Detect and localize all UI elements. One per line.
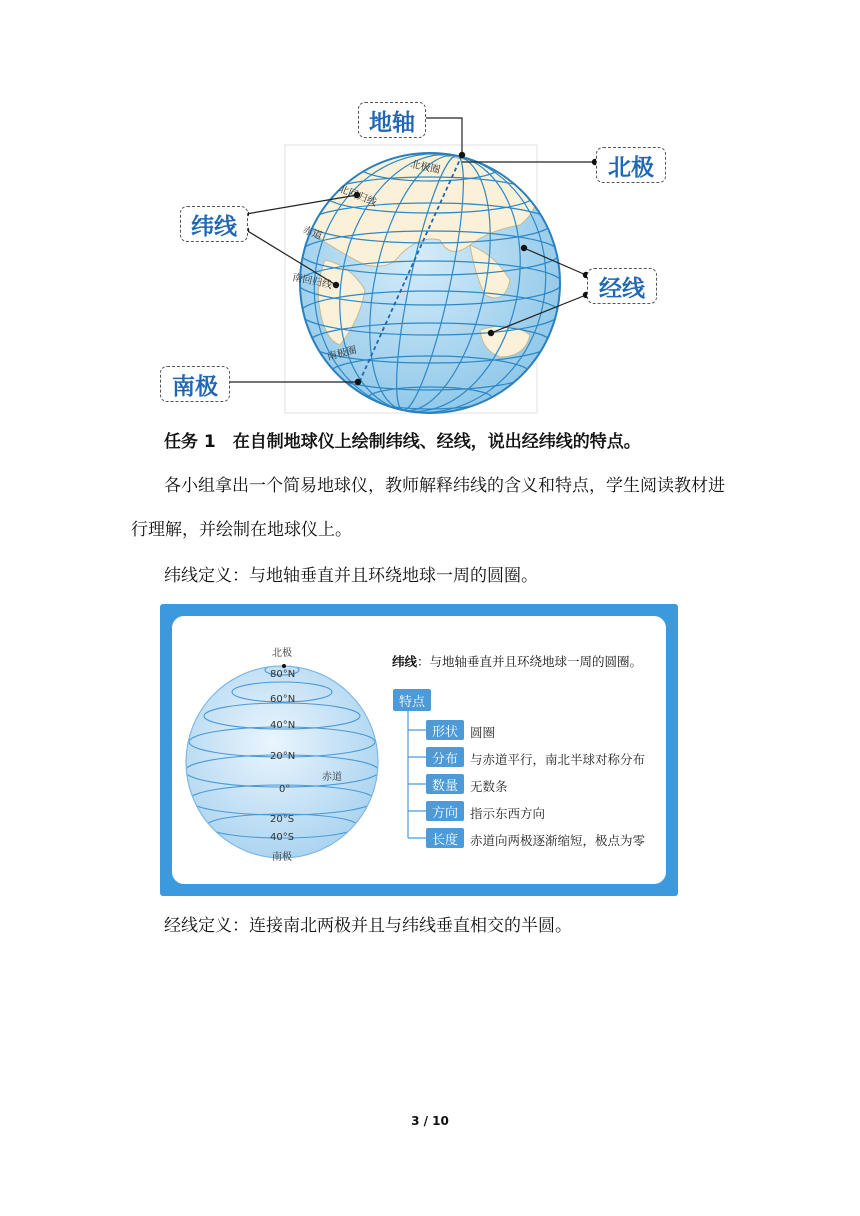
paragraph-line-2: 行理解，并绘制在地球仪上。 bbox=[131, 520, 352, 540]
globe-illustration bbox=[150, 95, 680, 415]
axis-label-tag: 地轴 bbox=[358, 102, 426, 138]
feature-value-distribution: 与赤道平行，南北半球对称分布 bbox=[470, 752, 646, 767]
task-heading: 任务 1 在自制地球仪上绘制纬线、经线，说出经纬线的特点。 bbox=[164, 432, 641, 452]
antarctic-circle-label: 南极圈 bbox=[326, 344, 358, 363]
lat-40n-label: 40°N bbox=[270, 720, 296, 731]
north-pole-label-tag: 北极 bbox=[596, 147, 666, 183]
page-number: 3 / 10 bbox=[411, 1114, 449, 1128]
longitude-label-tag: 经线 bbox=[587, 268, 657, 304]
paragraph-line-1: 各小组拿出一个简易地球仪，教师解释纬线的含义和特点，学生阅读教材进 bbox=[164, 476, 725, 496]
latitude-info-panel bbox=[160, 604, 678, 896]
latitude-label-tag: 纬线 bbox=[180, 206, 248, 242]
feature-label-direction: 方向 bbox=[426, 801, 464, 821]
lat-40s-label: 40°S bbox=[270, 832, 295, 843]
south-pole-label-tag: 南极 bbox=[160, 366, 230, 402]
lat-60n-label: 60°N bbox=[270, 694, 296, 705]
feature-label-distribution: 分布 bbox=[426, 747, 464, 767]
feature-value-length: 赤道向两极逐渐缩短，极点为零 bbox=[470, 833, 646, 848]
latitude-info-card bbox=[172, 616, 666, 884]
lat-20n-label: 20°N bbox=[270, 751, 296, 762]
equator-text: 赤道 bbox=[322, 772, 342, 783]
feature-label-length: 长度 bbox=[426, 828, 464, 848]
latitude-definition: 纬线定义：与地轴垂直并且环绕地球一周的圆圈。 bbox=[164, 566, 538, 586]
lat-80n-label: 80°N bbox=[270, 669, 296, 680]
feature-label-shape: 形状 bbox=[426, 720, 464, 740]
feature-value-shape: 圆圈 bbox=[470, 725, 496, 740]
north-pole-text: 北极 bbox=[272, 648, 292, 659]
arctic-circle-label: 北极圈 bbox=[409, 159, 442, 177]
feature-value-direction: 指示东西方向 bbox=[470, 806, 546, 821]
lat-0-label: 0° bbox=[279, 784, 291, 795]
latitude-definition-box bbox=[392, 652, 642, 670]
features-title: 特点 bbox=[393, 689, 431, 711]
globe-figure bbox=[150, 95, 680, 415]
definition-text: ：与地轴垂直并且环绕地球一周的圆圈。 bbox=[417, 654, 643, 669]
feature-label-quantity: 数量 bbox=[426, 774, 464, 794]
south-pole-text: 南极 bbox=[272, 852, 292, 863]
equator-label: 赤道 bbox=[300, 224, 324, 243]
tropic-capricorn-label: 南回归线 bbox=[291, 272, 333, 292]
feature-value-quantity: 无数条 bbox=[470, 779, 508, 794]
definition-term: 纬线 bbox=[392, 654, 418, 669]
lat-20s-label: 20°S bbox=[270, 814, 295, 825]
longitude-definition: 经线定义：连接南北两极并且与纬线垂直相交的半圆。 bbox=[164, 916, 572, 936]
